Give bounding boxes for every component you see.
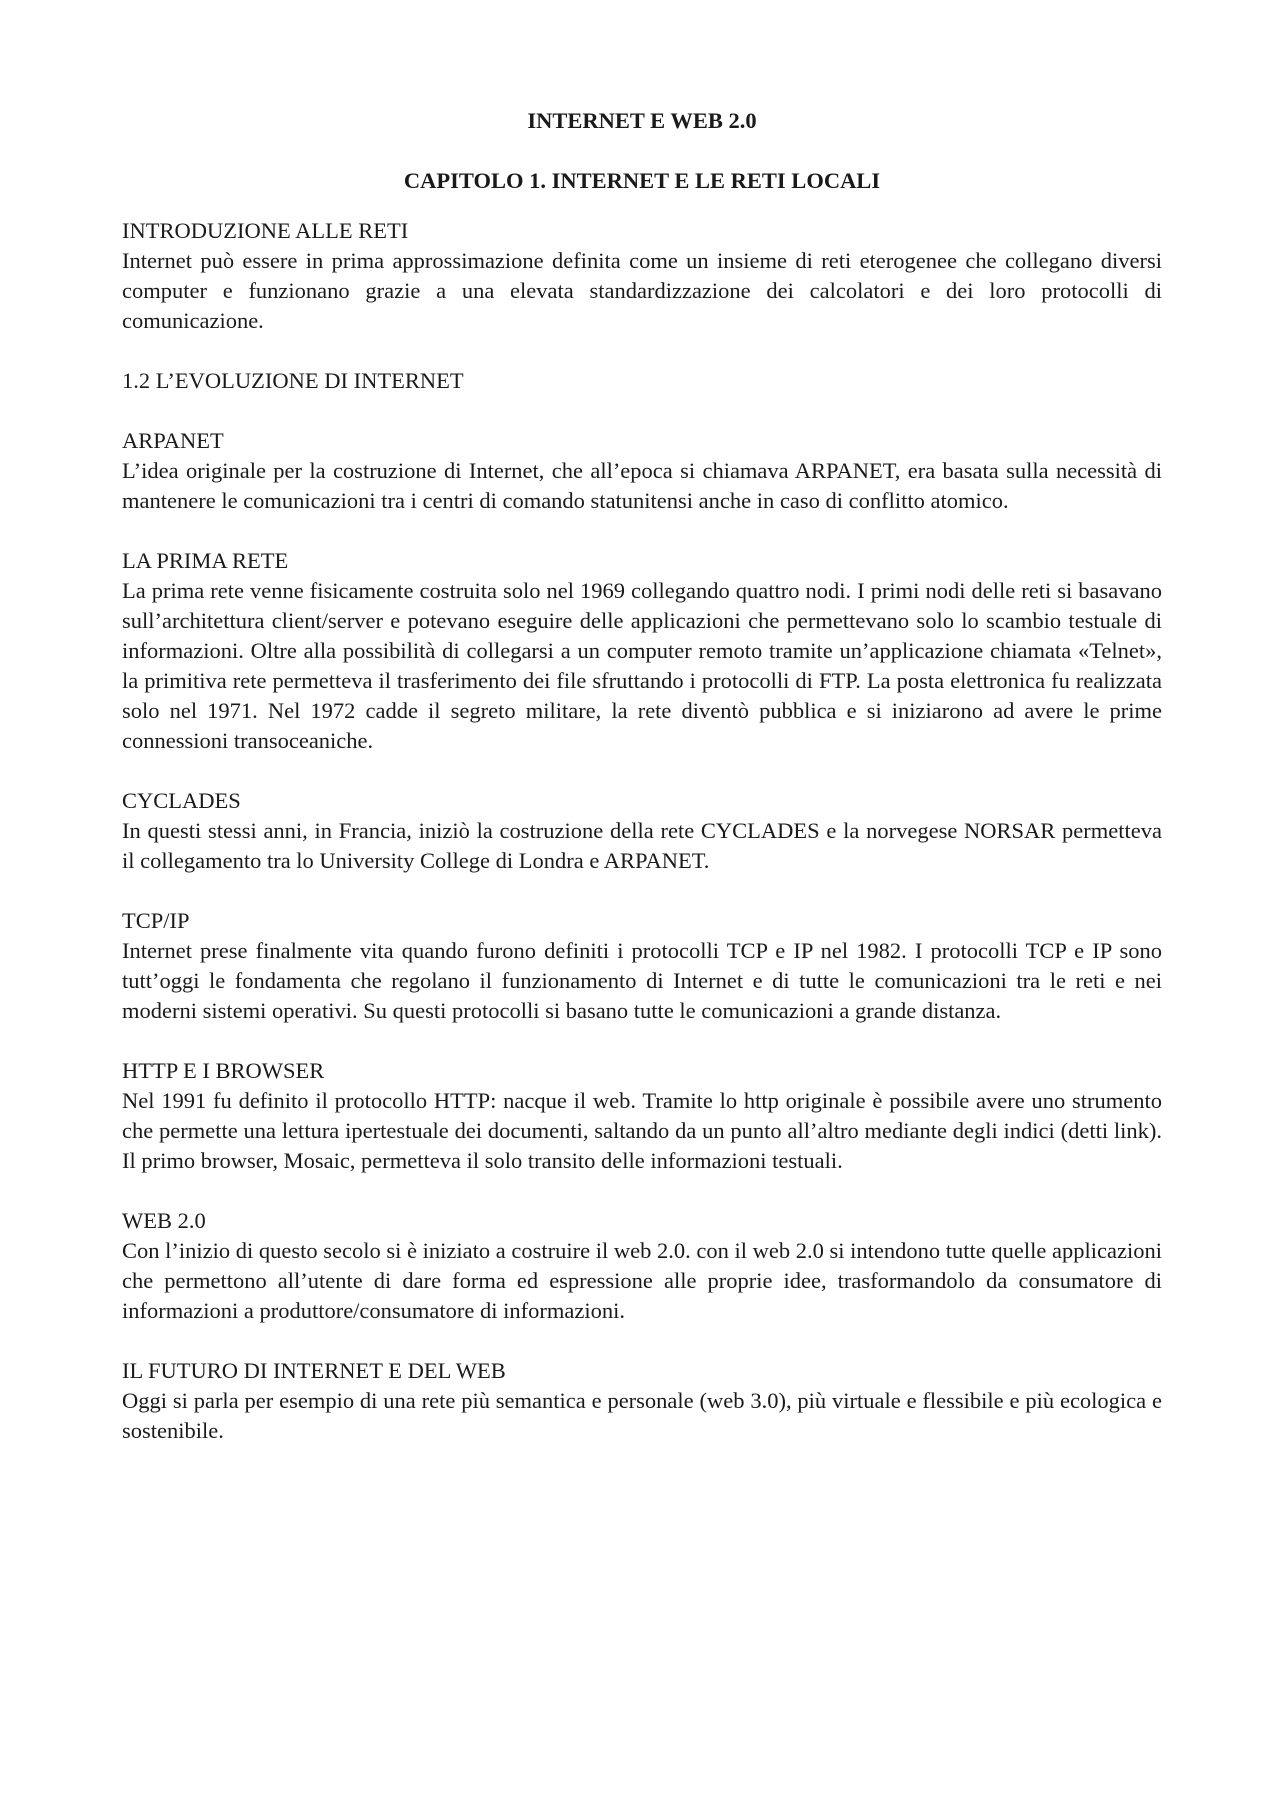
section-heading: ARPANET [122,428,224,453]
section-introduzione [122,216,1162,336]
section-heading: IL FUTURO DI INTERNET E DEL WEB [122,1358,506,1383]
chapter-title: CAPITOLO 1. INTERNET E LE RETI LOCALI [403,168,881,193]
section-evoluzione [122,366,1162,396]
section-heading: INTRODUZIONE ALLE RETI [122,218,409,243]
section-tcp-ip [122,906,1162,1026]
section-heading: CYCLADES [122,788,241,813]
document-body [122,106,1162,1476]
section-heading: LA PRIMA RETE [122,548,289,573]
section-paragraph: Nel 1991 fu definito il protocollo HTTP: nacque il web. Tramite lo http originale è possibile avere uno strumento che permette una lettura ipertestuale dei documenti, saltando da un punto all’altro mediante degli indici (detti link). Il primo browser, Mosaic, permetteva il solo transito delle informazioni testuali. [122,1088,1162,1173]
section-futuro [122,1356,1162,1446]
section-http-browser [122,1056,1162,1176]
section-arpanet [122,426,1162,516]
section-web-2-0 [122,1206,1162,1326]
section-heading: WEB 2.0 [122,1208,206,1233]
section-paragraph: Internet può essere in prima approssimazione definita come un insieme di reti eterogenee che collegano diversi computer e funzionano grazie a una elevata standardizzazione dei calcolatori e dei loro protocolli di comunicazione. [122,248,1162,333]
section-paragraph: L’idea originale per la costruzione di Internet, che all’epoca si chiamava ARPANET, era basata sulla necessità di mantenere le comunicazioni tra i centri di comando statunitensi anche in caso di conflitto atomico. [122,458,1162,513]
section-paragraph: Con l’inizio di questo secolo si è iniziato a costruire il web 2.0. con il web 2.0 si intendono tutte quelle applicazioni che permettono all’utente di dare forma ed espressione alle proprie idee, trasformandolo da consumatore di informazioni a produttore/consumatore di informazioni. [122,1238,1162,1323]
section-paragraph: In questi stessi anni, in Francia, iniziò la costruzione della rete CYCLADES e la norvegese NORSAR permetteva il collegamento tra lo University College di Londra e ARPANET. [122,818,1162,873]
section-prima-rete [122,546,1162,756]
section-heading: TCP/IP [122,908,190,933]
document-title: INTERNET E WEB 2.0 [527,108,757,133]
section-heading: 1.2 L’EVOLUZIONE DI INTERNET [122,368,464,393]
section-paragraph: Oggi si parla per esempio di una rete più semantica e personale (web 3.0), più virtuale e flessibile e più ecologica e sostenibile. [122,1388,1162,1443]
section-heading: HTTP E I BROWSER [122,1058,325,1083]
section-cyclades [122,786,1162,876]
section-paragraph: Internet prese finalmente vita quando furono definiti i protocolli TCP e IP nel 1982. I protocolli TCP e IP sono tutt’oggi le fondamenta che regolano il funzionamento di Internet e di tutte le comunicazioni tra le reti e nei moderni sistemi operativi. Su questi protocolli si basano tutte le comunicazioni a grande distanza. [122,938,1162,1023]
section-paragraph: La prima rete venne fisicamente costruita solo nel 1969 collegando quattro nodi. I primi nodi delle reti si basavano sull’architettura client/server e potevano eseguire delle applicazioni che permettevano solo lo scambio testuale di informazioni. Oltre alla possibilità di collegarsi a un computer remoto tramite un’applicazione chiamata «Telnet», la primitiva rete permetteva il trasferimento dei file sfruttando i protocolli di FTP. La posta elettronica fu realizzata solo nel 1971. Nel 1972 cadde il segreto militare, la rete diventò pubblica e si iniziarono ad avere le prime connessioni transoceaniche. [122,578,1162,753]
